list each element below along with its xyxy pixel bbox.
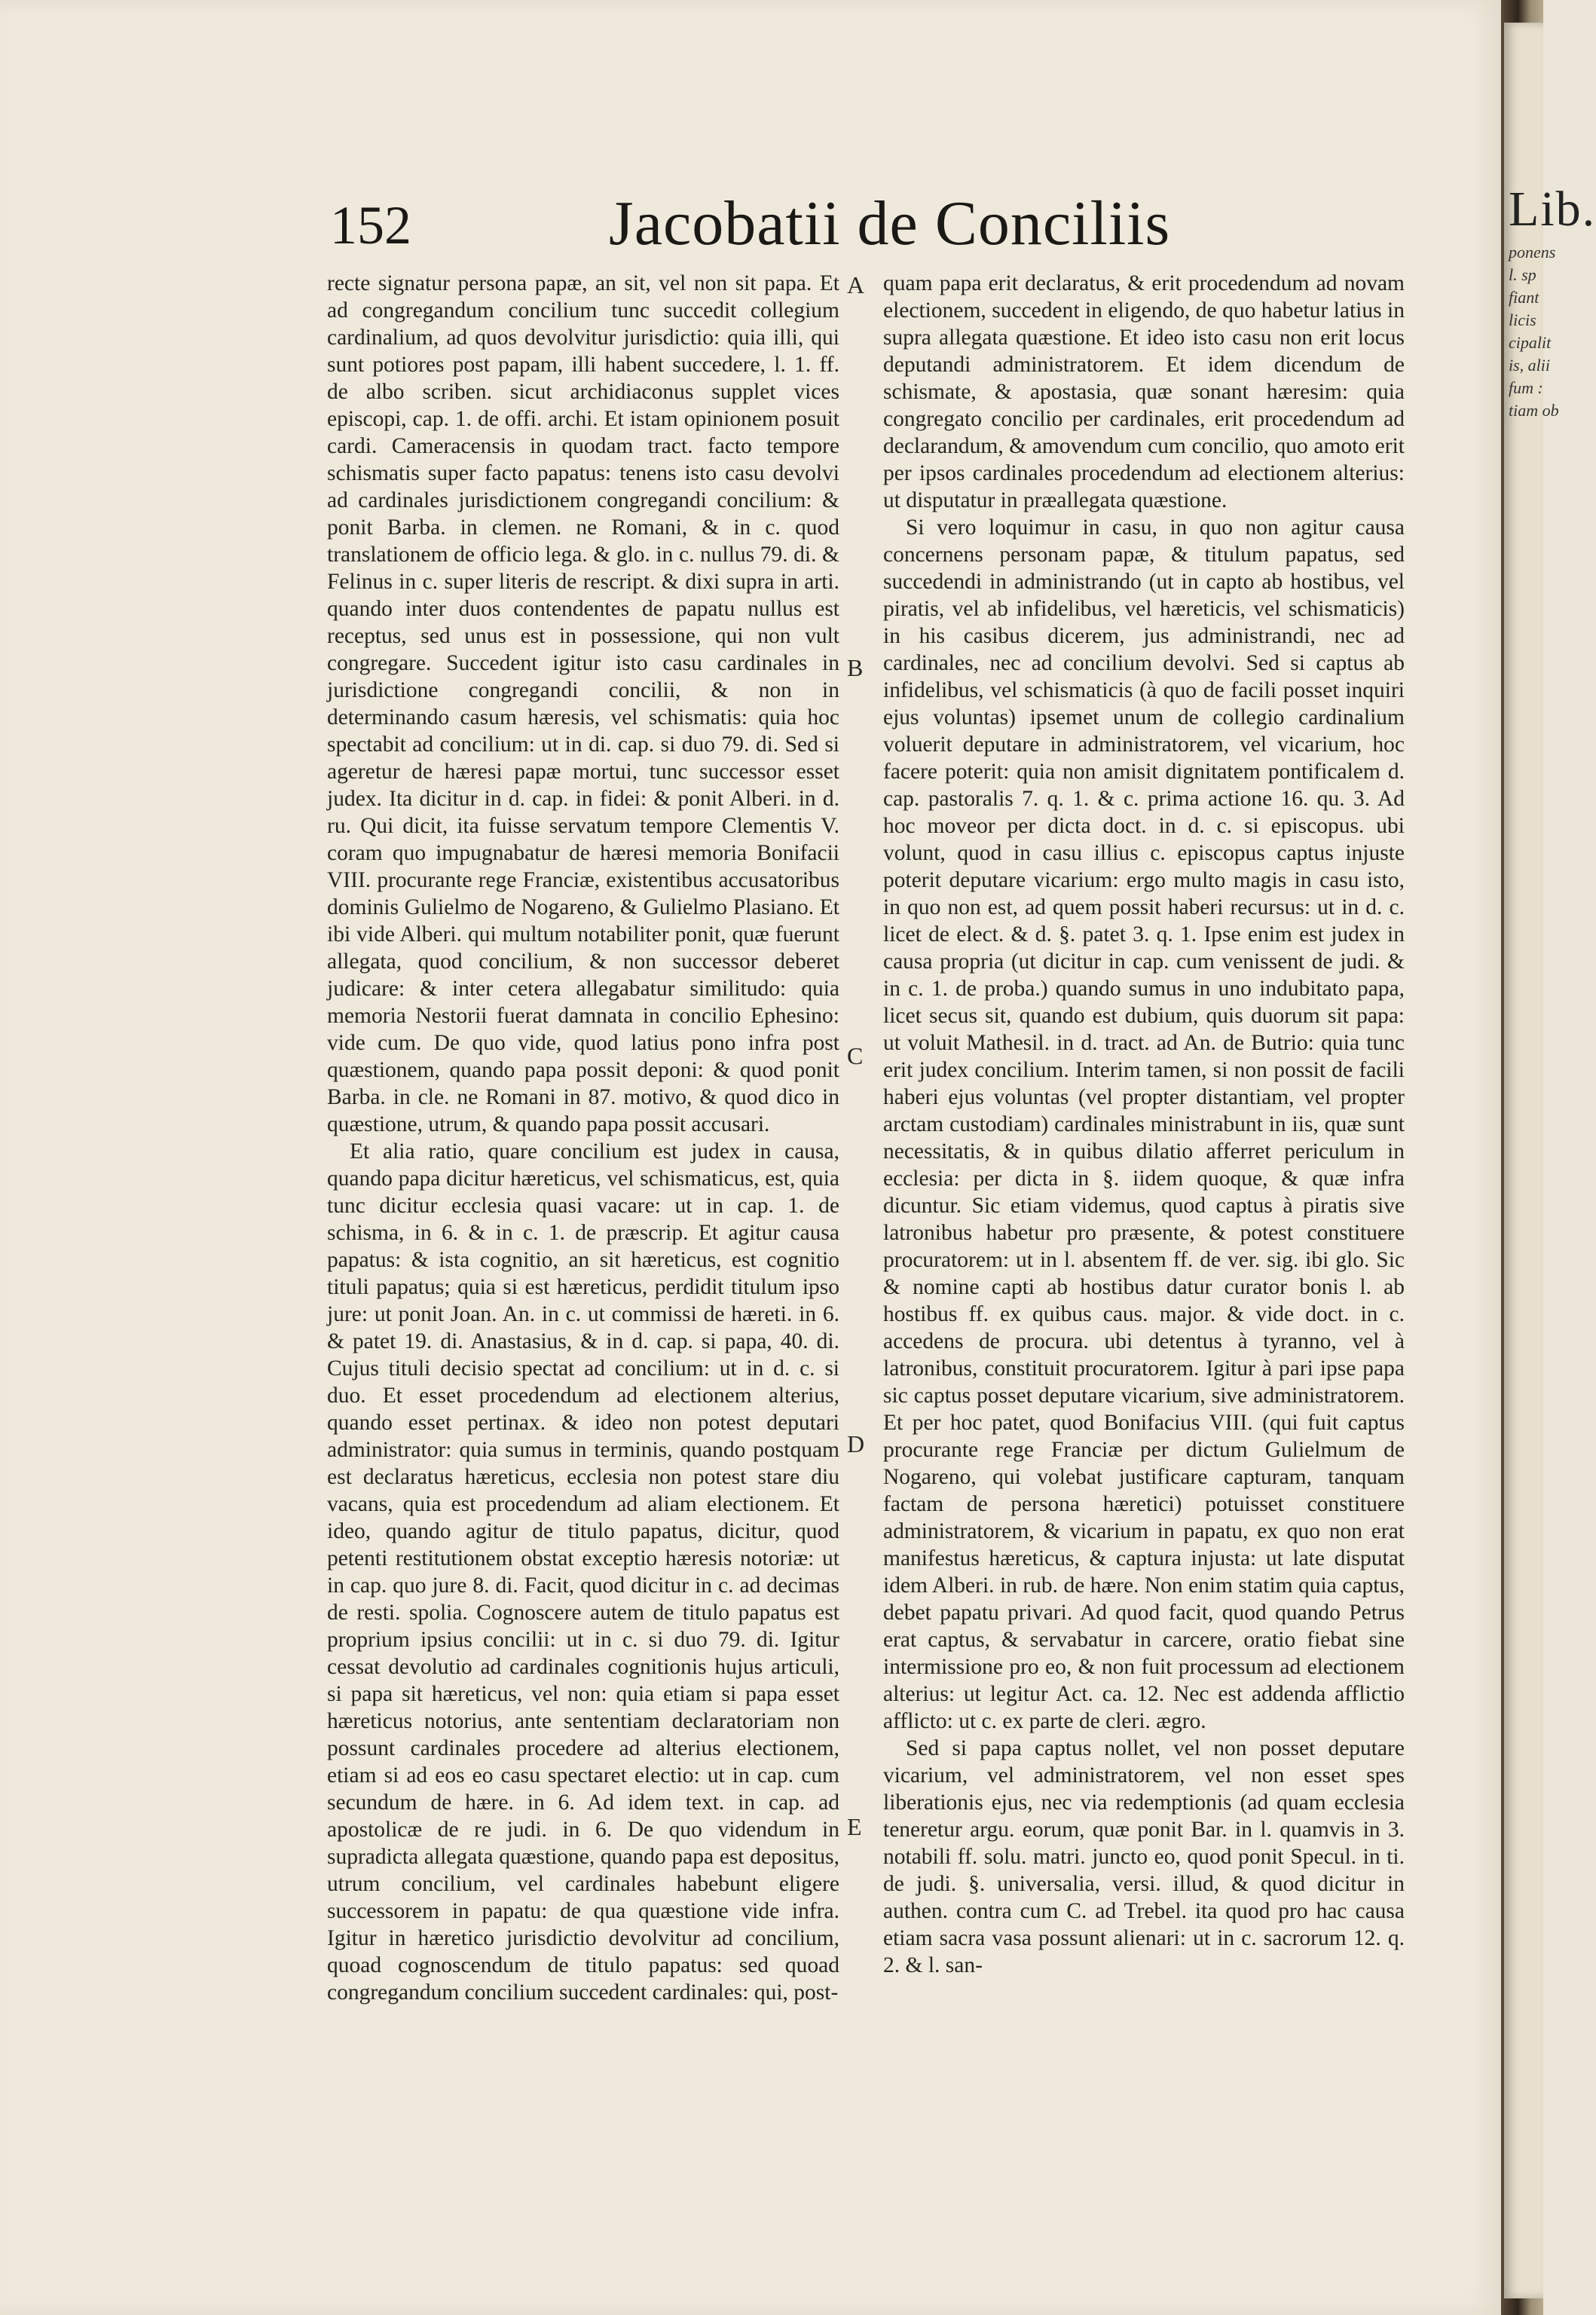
left-column [327, 270, 839, 2006]
adjacent-line: cipalit [1509, 333, 1552, 352]
adjacent-page-text [1509, 241, 1559, 422]
margin-letter-a: A [847, 271, 865, 298]
adjacent-line: l. sp [1509, 265, 1536, 284]
margin-letter-d: D [847, 1430, 865, 1457]
adjacent-line: licis [1509, 310, 1536, 329]
right-paragraph-1: quam papa erit declaratus, & erit procedendum ad novam electionem, succedent in eligendo, de quo habetur latius in supra allegata quæstione. Et ideo isto casu non erit locus deputandi administratorem. Et idem dicendum de schismate, & apostasia, quæ sonant hæresim: quia congregato concilio per cardinales, erit procedendum ad declarandum, & amovendum cum concilio, quo amoto erit per ipsos cardinales procedendum ad electionem alterius: ut disputatur in præallegata quæstione. [883, 271, 1405, 512]
left-paragraph-2: Et alia ratio, quare concilium est judex in causa, quando papa dicitur hæreticus, vel schismaticus, est, quia tunc dicitur ecclesia quasi vacare: ut in cap. 1. de schisma, in 6. & in c. 1. de præscrip. Et agitur causa papatus: & ista cognitio, an sit hæreticus, est cognitio tituli papatus; quia si est hæreticus, perdidit titulum ipso jure: ut ponit Joan. An. in c. ut commissi de hæreti. in 6. & patet 19. di. Anastasius, & in d. cap. si papa, 40. di. Cujus tituli decisio spectat ad concilium: ut in d. c. si duo. Et esset procedendum ad electionem alterius, quando esset pertinax. & ideo non potest deputari administrator: quia sumus in terminis, quando postquam est declaratus hæreticus, ecclesia non potest stare diu vacans, quia est procedendum ad aliam electionem. Et ideo, quando agitur de titulo papatus, dicitur, quod petenti restitutionem obstat exceptio hæresis notoriæ: ut in cap. quo jure 8. di. Facit, quod dicitur in c. ad decimas de resti. spolia. Cognoscere autem de titulo papatus est proprium ipsius concilii: ut in c. si duo 79. di. Igitur cessat devolutio ad cardinales cognitionis hujus articuli, si papa sit hæreticus, vel non: quia etiam si papa esset hæreticus notorius, ante sententiam declaratoriam non possunt cardinales procedere ad alterius electionem, etiam si ad eos eo casu spectaret electio: ut in cap. cum secundum de hære. in 6. Ad idem text. in cap. ad apostolicæ de re judi. in 6. De quo videndum in supradicta allegata quæstione, quando papa est depositus, utrum concilium, vel cardinales habebunt eligere successorem in papatu: de qua quæstione vide infra. Igitur in hæretico jurisdictio devolvitur ad concilium, quoad cognoscendum de titulo papatus: sed quoad congregandum concilium succedent cardinales: qui, post- [327, 1139, 839, 2005]
adjacent-line: fiant [1509, 288, 1539, 307]
right-paragraph-2: Si vero loquimur in casu, in quo non agitur causa concernens personam papæ, & titulum papatus, sed succedendi in administrando (ut in capto ab hostibus, vel piratis, vel ab infidelibus, vel hæreticis, vel schismaticis) in his casibus dicerem, jus administrandi, nec ad cardinales, nec ad concilium devolvi. Sed si captus ab infidelibus, vel schismaticis (à quo de facili posset inquiri ejus voluntas) ipsemet unum de collegio cardinalium voluerit deputare in administratorem, vel vicarium, hoc facere poterit: quia non amisit dignitatem pontificalem d. cap. pastoralis 7. q. 1. & c. prima actione 16. qu. 3. Ad hoc moveor per dicta doct. in d. c. si episcopus. ubi volunt, quod in casu illius c. episcopus captus injuste poterit deputare vicarium: ergo multo magis in casu isto, in quo non est, ad quem possit haberi recursus: ut in d. c. licet de elect. & d. §. patet 3. q. 1. Ipse enim est judex in causa propria (ut dicitur in cap. cum venissent de judi. & in c. 1. de proba.) quando sumus in uno indubitato papa, licet secus sit, quando est dubium, quis duorum sit papa: ut voluit Mathesil. in d. tract. ad An. de Butrio: quia tunc erit judex concilium. Interim tamen, si non possit de facili haberi ejus voluntas (vel propter distantiam, vel propter arctam custodiam) cardinales ministrabunt in iis, quæ sunt necessitatis, & in quibus dilatio afferret periculum in ecclesia: per dicta in §. iidem quoque, & quæ infra dicuntur. Sic etiam videmus, quod captus à piratis sive latronibus habetur pro præsente, & potest constituere procuratorem: ut in l. absentem ff. de ver. sig. ibi glo. Sic & nomine capti ab hostibus datur curator bonis l. ab hostibus ff. ex quibus caus. major. & vide doct. in c. accedens de procura. ubi detentus à tyranno, vel à latronibus, constituit procuratorem. Igitur à pari ipse papa sic captus posset deputare vicarium, sive administratorem. Et per hoc patet, quod Bonifacius VIII. (qui fuit captus procurante rege Franciæ per dictum Gulielmum de Nogareno, qui volebat justificare capturam, tanquam factam de persona hæretici) potuisset constituere administratorem, & vicarium in papatu, ex quo non erat manifestus hæreticus, & captura injusta: ut late disputat idem Alberi. in rub. de hære. Non enim statim quia captus, debet papatu privari. Ad quod facit, quod quando Petrus erat captus, & servabatur in carcere, oratio fiebat sine intermissione pro eo, & non fuit processum ad electionem alterius: ut legitur Act. ca. 12. Nec est addenda afflictio afflicto: ut c. ex parte de cleri. ægro. [883, 515, 1405, 1733]
right-column [883, 270, 1405, 1979]
adjacent-page-sliver [1504, 23, 1596, 2298]
adjacent-page-title: Lib. [1509, 182, 1596, 237]
left-paragraph-1: recte signatur persona papæ, an sit, vel non sit papa. Et ad congregandum concilium tunc succedit collegium cardinalium, ad quos devolvitur jurisdictio: quia illi, qui sunt potiores post papam, illi habent succedere, l. 1. ff. de albo scriben. sicut archidiaconus supplet vices episcopi, cap. 1. de offi. archi. Et istam opinionem posuit cardi. Cameracensis in quodam tract. facto tempore schismatis super facto papatus: tenens isto casu devolvi ad cardinales jurisdictionem congregandi concilium: & ponit Barba. in clemen. ne Romani, & in c. quod translationem de officio lega. & glo. in c. nullus 79. di. & Felinus in c. super literis de rescript. & dixi supra in arti. quando inter duos contendentes de papatu nullus est receptus, sed unus est in possessione, qui non vult congregare. Succedent igitur isto casu cardinales in jurisdictione congregandi concilii, & non in determinando casum hæresis, vel schismatis: quia hoc spectabit ad concilium: ut in di. cap. si duo 79. di. Sed si ageretur de hæresi papæ mortui, tunc successor esset judex. Ita dicitur in d. cap. in fidei: & ponit Alberi. in d. ru. Qui dicit, ita fuisse servatum tempore Clementis V. coram quo impugnabatur de hæresi memoria Bonifacii VIII. procurante rege Franciæ, existentibus accusatoribus dominis Gulielmo de Nogareno, & Gulielmo Plasiano. Et ibi vide Alberi. qui multum notabiliter ponit, quæ fuerunt allegata, quod concilium, & non successor deberet judicare: & inter cetera allegabatur similitudo: quia memoria Nestorii fuerat damnata in concilio Ephesino: vide cum. De quo vide, quod latius pono infra post quæstionem, quando papa possit deponi: & quod ponit Barba. in cle. ne Romani in 87. motivo, & quod dico in quæstione, utrum, & quando papa possit accusari. [327, 271, 839, 1136]
page-number: 152 [330, 195, 411, 255]
adjacent-line: is, alii [1509, 356, 1551, 375]
margin-letter-c: C [847, 1042, 864, 1069]
adjacent-line: fum : [1509, 378, 1543, 397]
running-title: Jacobatii de Conciliis [609, 188, 1171, 258]
right-paragraph-3: Sed si papa captus nollet, vel non posset deputare vicarium, vel administratorem, vel non esset spes liberationis ejus, nec via redemptionis (ad quam ecclesia teneretur argu. eorum, quæ ponit Bar. in l. quamvis in 3. notabili ff. solu. matri. juncto eo, quod ponit Specul. in ti. de judi. §. universalia, versi. illud, & quod dicitur in authen. contra cum C. ad Trebel. ita quod pro hac causa etiam sacra vasa possunt alienari: ut in c. sacrorum 12. q. 2. & l. san- [883, 1736, 1405, 1977]
adjacent-line: ponens [1509, 243, 1556, 261]
margin-letter-e: E [847, 1813, 862, 1840]
margin-letter-b: B [847, 654, 864, 681]
adjacent-line: tiam ob [1509, 401, 1559, 420]
